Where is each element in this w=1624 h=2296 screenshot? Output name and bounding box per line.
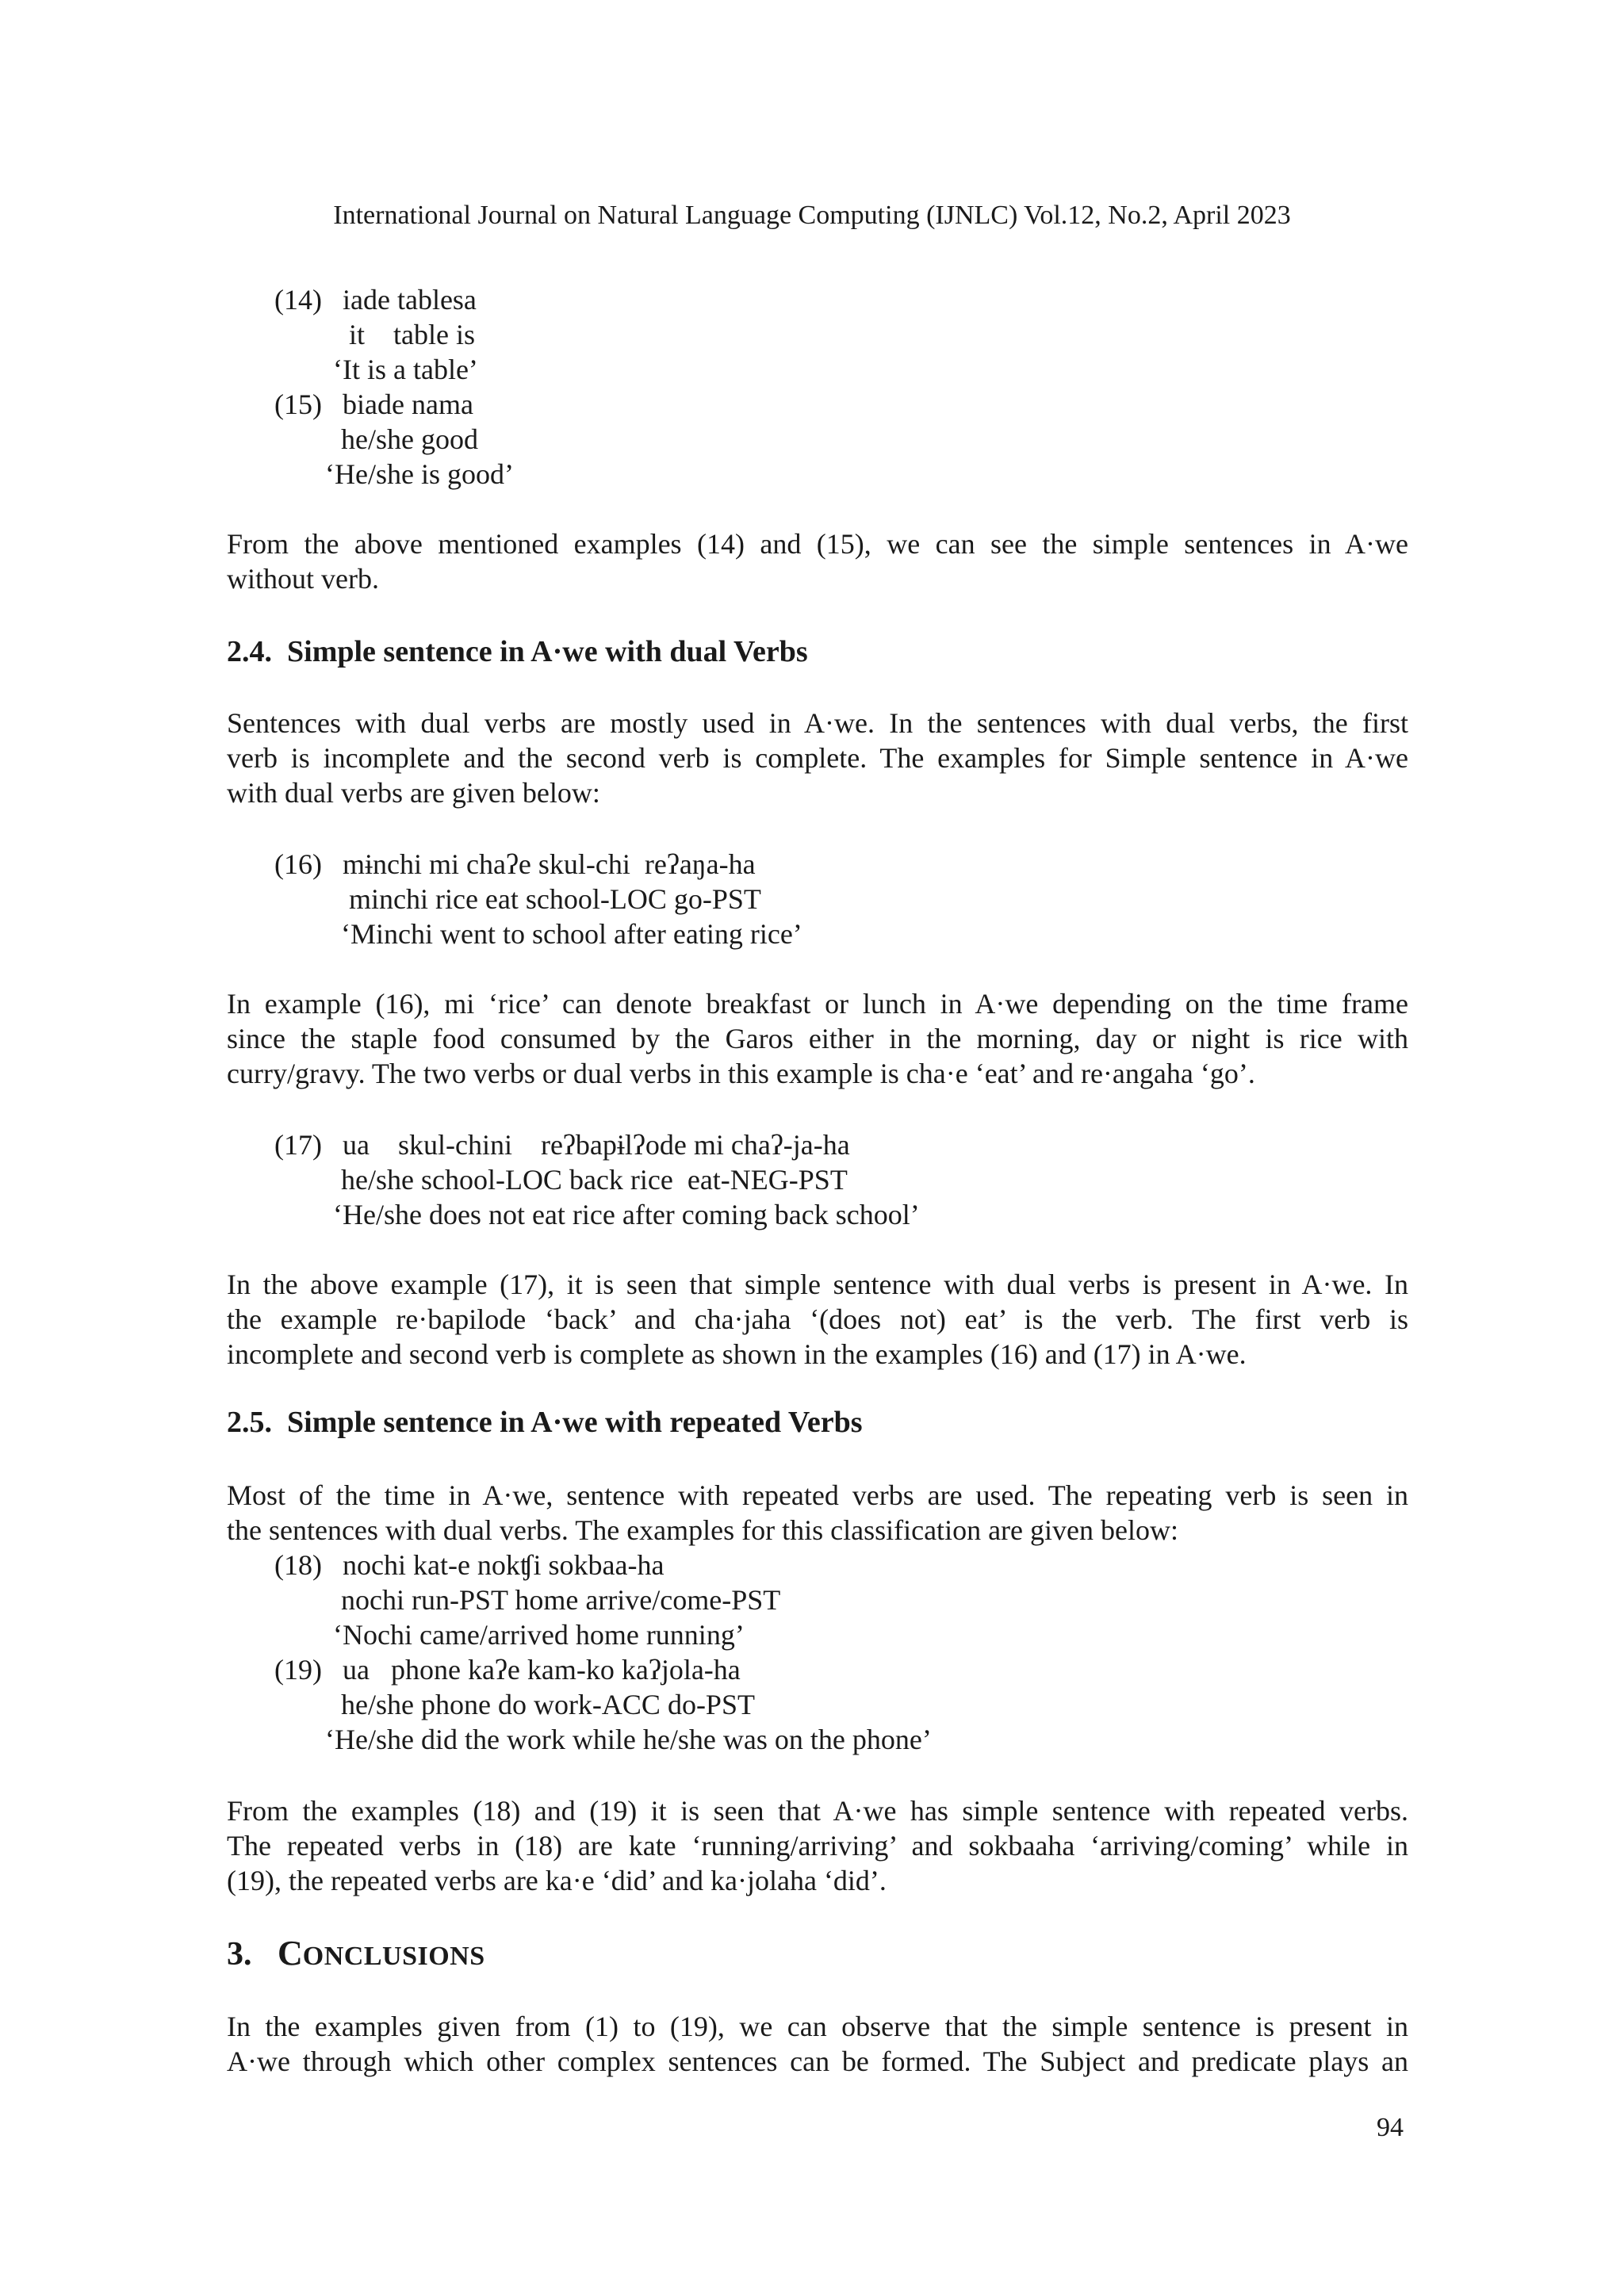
paragraph (227, 1267, 1408, 1372)
example-gloss: he/she school-LOC back rice eat-NEG-PST (341, 1164, 848, 1196)
example-translation: ‘He/she did the work while he/she was on the phone’ (325, 1724, 932, 1755)
paragraph-line: the example re·bapilode ‘back’ and cha·jaha ‘(does not) eat’ is the verb. The first verb is (227, 1303, 1408, 1335)
paragraph-line: In the above example (17), it is seen that simple sentence with dual verbs is present in A·we. In (227, 1269, 1408, 1300)
example-translation: ‘It is a table’ (333, 354, 478, 385)
example-number: (19) (274, 1654, 322, 1686)
paragraph-line: with dual verbs are given below: (227, 777, 600, 809)
example-line: ua skul-chini reʔbapɨlʔode mi chaʔ-ja-ha (343, 1129, 850, 1161)
paragraph-line: without verb. (227, 563, 379, 595)
section-heading (227, 1933, 485, 1977)
paragraph (227, 1793, 1408, 1898)
page-number: 94 (1377, 2113, 1404, 2142)
paragraph-line: Most of the time in A·we, sentence with repeated verbs are used. The repeating verb is seen in (227, 1479, 1408, 1511)
section-number: 2.4. (227, 635, 272, 668)
section-title-rest: ONCLUSIONS (302, 1942, 485, 1971)
example-line: biade nama (343, 388, 473, 420)
paragraph-line: In the examples given from (1) to (19), we can observe that the simple sentence is present in (227, 2011, 1408, 2042)
paragraph-line: verb is incomplete and the second verb is complete. The examples for Simple sentence in A·we (227, 742, 1408, 774)
example-translation: ‘He/she is good’ (325, 458, 514, 490)
paragraph-line: curry/gravy. The two verbs or dual verbs in this example is cha·e ‘eat’ and re·angaha ‘go’. (227, 1058, 1255, 1089)
paragraph (227, 1478, 1408, 1548)
example-line: nochi kat-e nokʧi sokbaa-ha (343, 1549, 665, 1581)
example-line: mɨnchi mi chaʔe skul-chi reʔaŋa-ha (343, 848, 756, 880)
paragraph-line: since the staple food consumed by the Garos either in the morning, day or night is rice with (227, 1023, 1408, 1054)
example-translation: ‘He/she does not eat rice after coming back school’ (333, 1199, 920, 1230)
example-gloss: he/she phone do work-ACC do-PST (341, 1689, 755, 1720)
paragraph-line: incomplete and second verb is complete as shown in the examples (16) and (17) in A·we. (227, 1338, 1247, 1370)
paragraph-line: In example (16), mi ‘rice’ can denote breakfast or lunch in A·we depending on the time frame (227, 988, 1408, 1020)
example-number: (18) (274, 1549, 322, 1581)
example-number: (17) (274, 1129, 322, 1161)
paragraph (227, 706, 1408, 810)
example-gloss: it table is (349, 319, 475, 350)
example-number: (14) (274, 284, 322, 316)
paragraph-line: the sentences with dual verbs. The examples for this classification are given below: (227, 1514, 1178, 1546)
example-gloss: he/she good (341, 423, 478, 455)
paragraph-line: (19), the repeated verbs are ka·e ‘did’ and ka·jolaha ‘did’. (227, 1865, 887, 1896)
paragraph (227, 986, 1408, 1091)
example-gloss: nochi run-PST home arrive/come-PST (341, 1584, 781, 1616)
example-translation: ‘Minchi went to school after eating rice’ (341, 918, 802, 950)
paragraph-line: From the examples (18) and (19) it is seen that A·we has simple sentence with repeated verbs. (227, 1795, 1408, 1827)
example-line: iade tablesa (343, 284, 477, 316)
paragraph-line: From the above mentioned examples (14) and (15), we can see the simple sentences in A·we (227, 528, 1408, 560)
section-number: 2.5. (227, 1406, 272, 1439)
example-line: ua phone kaʔe kam-ko kaʔjola-ha (343, 1654, 741, 1686)
example-number: (15) (274, 388, 322, 420)
example-number: (16) (274, 848, 322, 880)
example-gloss: minchi rice eat school-LOC go-PST (349, 883, 761, 915)
paragraph (227, 2009, 1408, 2079)
section-number: 3. (227, 1936, 252, 1973)
section-title-initial: C (278, 1934, 303, 1973)
example-translation: ‘Nochi came/arrived home running’ (333, 1619, 745, 1651)
section-title: Simple sentence in A·we with repeated Verbs (287, 1406, 863, 1439)
paragraph-line: A·we through which other complex sentences can be formed. The Subject and predicate plays an (227, 2045, 1408, 2077)
section-heading (227, 1403, 863, 1441)
section-title: Simple sentence in A·we with dual Verbs (287, 635, 808, 668)
paragraph-line: The repeated verbs in (18) are kate ‘running/arriving’ and sokbaaha ‘arriving/coming’ while in (227, 1830, 1408, 1862)
running-header: International Journal on Natural Language Computing (IJNLC) Vol.12, No.2, April 2023 (333, 201, 1291, 230)
paragraph (227, 526, 1408, 596)
section-heading (227, 633, 808, 671)
paragraph-line: Sentences with dual verbs are mostly used in A·we. In the sentences with dual verbs, the first (227, 707, 1408, 739)
